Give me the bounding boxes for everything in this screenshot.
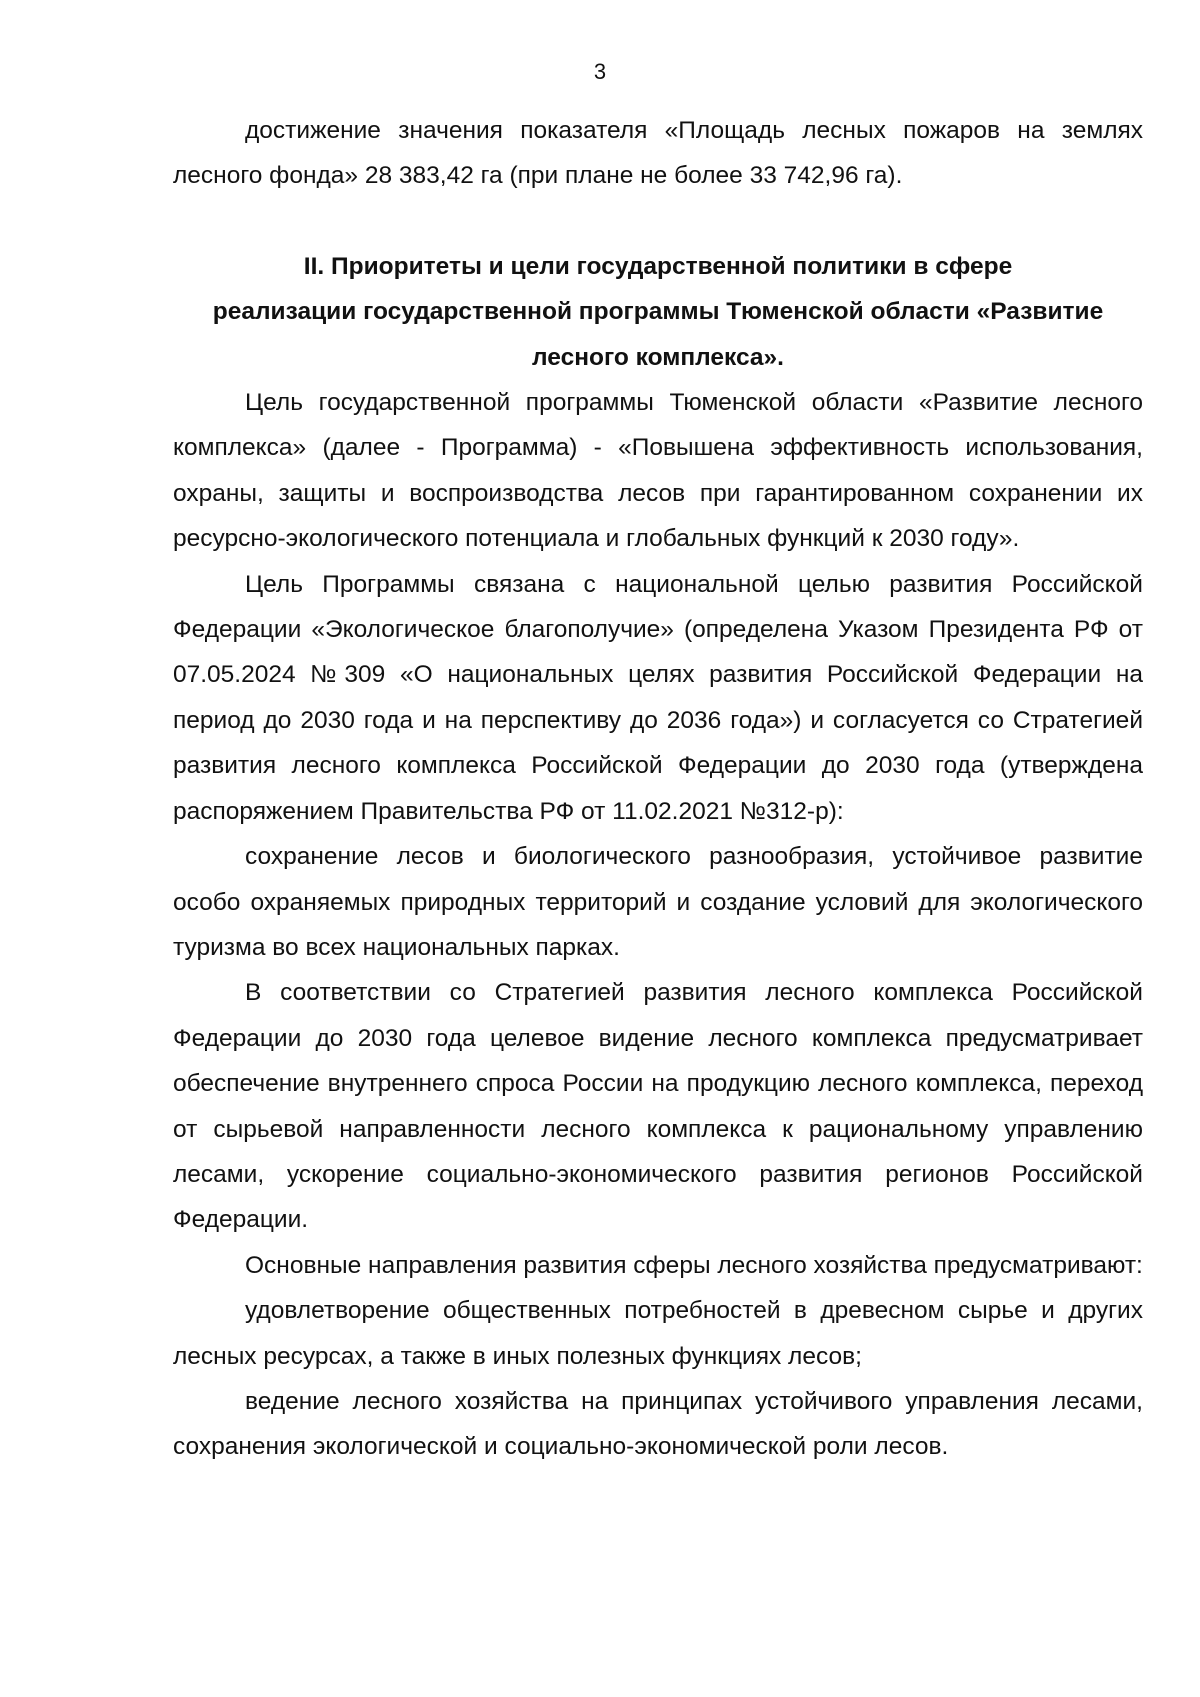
paragraph-main-directions: Основные направления развития сферы лесного хозяйства предусматривают:	[245, 1251, 1143, 1279]
paragraph-sustainable-management: ведение лесного хозяйства на принципах устойчивого управления лесами, сохранения экологической и социально-экономической роли лесов.	[173, 1387, 1143, 1461]
section-heading	[173, 244, 1143, 380]
section-spacer	[173, 199, 1143, 244]
paragraph-national-goal: Цель Программы связана с национальной целью развития Российской Федерации «Экологическое благополучие» (определена Указом Президента РФ от 07.05.2024 №309 «О национальных целях развития Российской Федерации на период до 2030 года и на перспективу до 2036 года») и согласуется со Стратегией развития лесного комплекса Российской Федерации до 2030 года (утверждена распоряжением Правительства РФ от 11.02.2021 №312-р):	[173, 570, 1143, 825]
section-heading-line-3: лесного комплекса».	[532, 343, 784, 371]
section-heading-line-2: реализации государственной программы Тюменской области «Развитие	[212, 298, 1104, 326]
paragraph-public-needs: удовлетворение общественных потребностей в древесном сырье и других лесных ресурсах, а также в иных полезных функциях лесов;	[173, 1297, 1143, 1370]
document-body	[173, 108, 1143, 1470]
paragraph-forest-conservation: сохранение лесов и биологического разнообразия, устойчивое развитие особо охраняемых природных территорий и создание условий для экологического туризма во всех национальных парках.	[173, 843, 1143, 961]
paragraph-fire-area: достижение значения показателя «Площадь лесных пожаров на землях лесного фонда» 28 383,42 га (при плане не более 33 742,96 га).	[173, 117, 1143, 190]
section-heading-line-1: II. Приоритеты и цели государственной политики в сфере	[303, 252, 1013, 280]
paragraph-strategy-vision: В соответствии со Стратегией развития лесного комплекса Российской Федерации до 2030 года целевое видение лесного комплекса предусматривает обеспечение внутреннего спроса России на продукцию лесного комплекса, переход от сырьевой направленности лесного комплекса к рациональному управлению лесами, ускорение социально-экономического развития регионов Российской Федерации.	[173, 979, 1143, 1234]
page-number: 3	[593, 59, 607, 84]
paragraph-program-goal: Цель государственной программы Тюменской области «Развитие лесного комплекса» (далее - Программа) - «Повышена эффективность использования, охраны, защиты и воспроизводства лесов при гарантированном сохранении их ресурсно-экологического потенциала и глобальных функций к 2030 году».	[173, 389, 1143, 553]
